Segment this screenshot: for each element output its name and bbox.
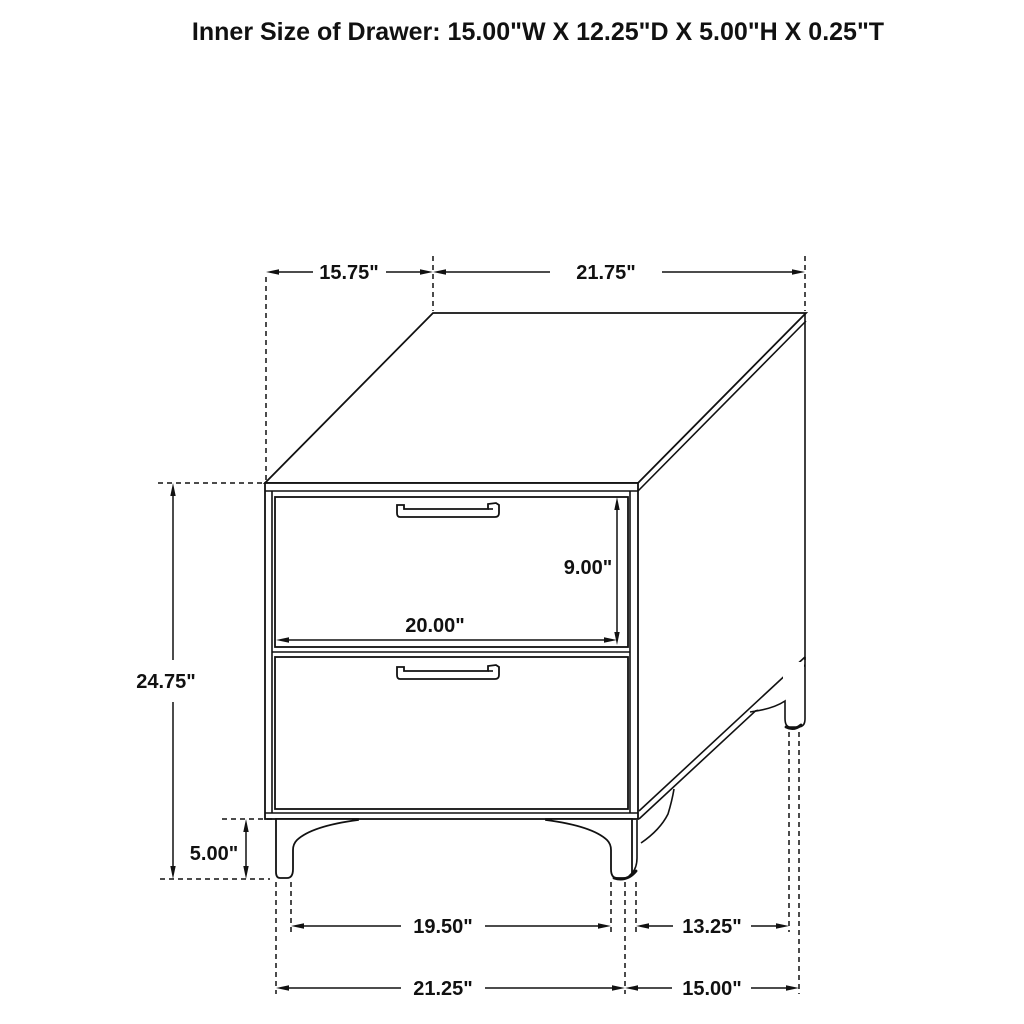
dim-label-front-feet-span: 19.50" — [413, 916, 473, 938]
dim-label-side-depth: 15.00" — [682, 978, 742, 1000]
diagram-title: Inner Size of Drawer: 15.00"W X 12.25"D X 5.00"H X 0.25"T — [191, 18, 885, 46]
dim-label-drawer-width: 20.00" — [405, 615, 465, 637]
dim-label-leg-height: 5.00" — [189, 843, 239, 865]
dim-label-front-width: 21.25" — [413, 978, 473, 1000]
dim-label-side-feet-span: 13.25" — [682, 916, 742, 938]
front-right-leg — [546, 819, 632, 878]
dim-label-drawer-height: 9.00" — [563, 557, 613, 579]
front-left-leg — [276, 819, 358, 878]
nightstand-drawing — [265, 313, 806, 879]
dim-label-overall-height: 24.75" — [136, 671, 196, 693]
dim-label-top-depth: 15.75" — [319, 262, 379, 284]
dim-label-top-width: 21.75" — [576, 262, 636, 284]
